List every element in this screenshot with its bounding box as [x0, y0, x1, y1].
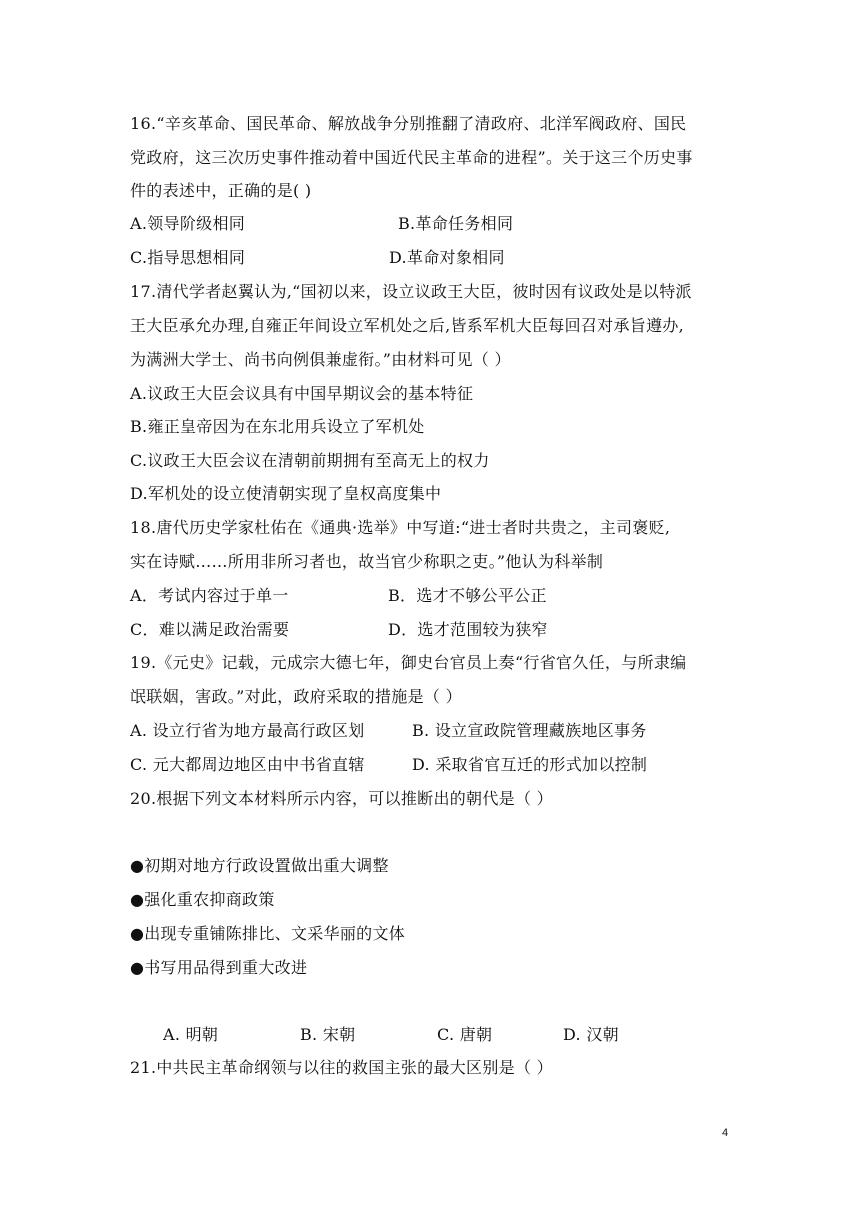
q16-option-b: B.革命任务相同 — [398, 214, 514, 233]
page-number: 4 — [722, 1127, 729, 1139]
q17-option-d: D.军机处的设立使清朝实现了皇权高度集中 — [130, 484, 442, 503]
q20-option-d: D. 汉朝 — [563, 1025, 619, 1044]
q17-option-a: A.议政王大臣会议具有中国早期议会的基本特征 — [130, 384, 474, 403]
q18-stem-line-2: 实在诗赋……所用非所习者也，故当官少称职之吏。”他认为科举制 — [130, 552, 604, 571]
q20-option-c: C. 唐朝 — [437, 1025, 493, 1044]
q20-bullet-2: ●强化重农抑商政策 — [130, 890, 275, 909]
q17-stem-line-3: 为满洲大学士、尚书向例俱兼虚衔。”由材料可见（ ） — [130, 350, 511, 369]
q16-stem-line-3: 件的表述中，正确的是( ) — [130, 181, 312, 200]
q20-bullet-4: ●书写用品得到重大改进 — [130, 958, 308, 977]
q16-option-c: C.指导思想相同 — [130, 248, 246, 267]
q18-option-b: B．选才不够公平公正 — [388, 586, 547, 605]
q16-option-a: A.领导阶级相同 — [130, 214, 246, 233]
q17-stem-line-1: 17.清代学者赵翼认为,“国初以来，设立议政王大臣，彼时因有议政处是以特派 — [130, 282, 692, 301]
q20-option-b: B. 宋朝 — [300, 1025, 356, 1044]
q16-stem-line-1: 16.“辛亥革命、国民革命、解放战争分别推翻了清政府、北洋军阀政府、国民 — [130, 114, 687, 133]
q20-stem-line-1: 20.根据下列文本材料所示内容，可以推断出的朝代是（ ） — [130, 789, 553, 808]
q16-stem-line-2: 党政府，这三次历史事件推动着中国近代民主革命的进程”。关于这三个历史事 — [130, 148, 693, 167]
q19-option-a: A. 设立行省为地方最高行政区划 — [130, 721, 365, 740]
q19-option-d: D. 采取省官互迁的形式加以控制 — [412, 755, 648, 774]
q19-stem-line-2: 氓联姻，害政。”对此，政府采取的措施是（ ） — [130, 687, 462, 706]
q18-option-a: A．考试内容过于单一 — [130, 586, 289, 605]
q17-stem-line-2: 王大臣承允办理,自雍正年间设立军机处之后,皆系军机大臣每回召对承旨遵办, — [130, 316, 685, 335]
q18-option-d: D．选才范围较为狭窄 — [388, 620, 548, 639]
q20-bullet-1: ●初期对地方行政设置做出重大调整 — [130, 856, 389, 875]
q16-option-d: D.革命对象相同 — [389, 248, 505, 267]
q17-option-b: B.雍正皇帝因为在东北用兵设立了军机处 — [130, 417, 425, 436]
q19-option-b: B. 设立宣政院管理藏族地区事务 — [412, 721, 647, 740]
q18-stem-line-1: 18.唐代历史学家杜佑在《通典·选举》中写道:“进士者时共贵之，主司褒贬, — [130, 518, 671, 537]
q20-option-a: A. 明朝 — [163, 1025, 219, 1044]
q19-option-c: C. 元大都周边地区由中书省直辖 — [130, 755, 365, 774]
q20-bullet-3: ●出现专重铺陈排比、文采华丽的文体 — [130, 924, 406, 943]
q18-option-c: C．难以满足政治需要 — [130, 620, 290, 639]
q17-option-c: C.议政王大臣会议在清朝前期拥有至高无上的权力 — [130, 451, 490, 470]
q21-stem-line-1: 21.中共民主革命纲领与以往的救国主张的最大区别是（ ） — [130, 1058, 553, 1077]
q19-stem-line-1: 19.《元史》记载，元成宗大德七年，御史台官员上奏“行省官久任，与所隶编 — [130, 653, 687, 672]
